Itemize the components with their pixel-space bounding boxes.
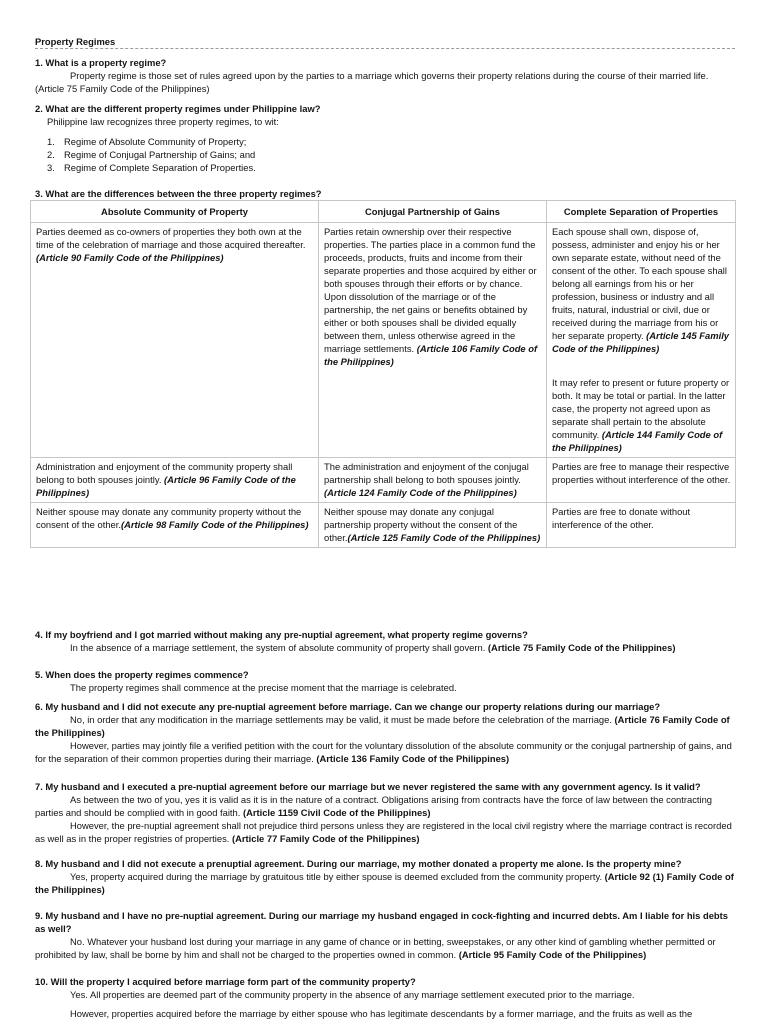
answer-intro: Philippine law recognizes three property regimes, to wit: (47, 116, 279, 127)
table-cell (547, 223, 736, 458)
answer-text: However, properties acquired before the marriage by either spouse who has legitimate descendants by a former marriage, and the fruits as well as the (70, 1008, 693, 1019)
answer-text: Yes, property acquired during the marriage by gratuitous title by either spouse is deemed excluded from the community property. (70, 871, 605, 882)
cell-text: The administration and enjoyment of the conjugal partnership shall belong to both spouses jointly. (324, 461, 529, 485)
cell-paragraph (552, 460, 731, 486)
cell-paragraph (36, 225, 314, 264)
list-item (47, 148, 735, 161)
title-divider (35, 48, 735, 49)
question-heading: 1. What is a property regime? (35, 57, 167, 68)
list-item-text: Regime of Conjugal Partnership of Gains; and (64, 149, 256, 160)
column-header: Complete Separation of Properties (547, 201, 736, 223)
cell-text: It may refer to present or future property or both. It may be total or partial. In the latter case, the property not agreed upon as separate shall pertain to the absolute community. (552, 377, 730, 440)
list-number: 1. (47, 136, 55, 147)
citation: (Article 96 Family Code of the Philippines) (36, 474, 296, 498)
cell-text: Administration and enjoyment of the community property shall belong to both spouses jointly. (36, 461, 293, 485)
answer-paragraph (35, 819, 735, 845)
answer-text: As between the two of you, yes it is valid as it is in the nature of a contract. Obligations arising from contracts have the force of law between the contracting parties and should be complied with in good faith. (35, 794, 712, 818)
faq-item-2 (35, 102, 735, 174)
regime-list (35, 135, 735, 174)
question-heading: 4. If my boyfriend and I got married without making any pre-nuptial agreement, what property regime governs? (35, 629, 528, 640)
answer-paragraph (35, 935, 735, 961)
list-item (47, 135, 735, 148)
table-cell (31, 223, 319, 458)
cell-paragraph (36, 460, 314, 499)
answer-text: No. Whatever your husband lost during your marriage in any game of chance or in betting, sweepstakes, or any other kind of gambling whether permitted or prohibited by law, shall be borne by him and shall not be charged to the properties owned in common. (35, 936, 716, 960)
document-header (35, 35, 735, 48)
faq-item-6 (35, 700, 735, 765)
citation: (Article 124 Family Code of the Philippines) (324, 487, 517, 498)
table-row (31, 503, 736, 548)
cell-text: Neither spouse may donate any community property without the consent of the other. (36, 506, 302, 530)
table-row (31, 458, 736, 503)
citation: (Article 75 Family Code of the Philippines) (487, 642, 676, 653)
answer-text: No, in order that any modification in the marriage settlements may be valid, it must be made before the celebration of the marriage. (70, 714, 615, 725)
cell-text: Parties are free to manage their respective properties without interference of the other. (552, 461, 731, 485)
answer-text: The property regimes shall commence at the precise moment that the marriage is celebrated. (70, 682, 457, 693)
question-heading: 7. My husband and I executed a pre-nuptial agreement before our marriage but we never registered the same with any government agency. Is it valid? (35, 781, 701, 792)
citation: (Article 125 Family Code of the Philippines) (347, 532, 541, 543)
citation: (Article 144 Family Code of the Philippines) (552, 429, 723, 453)
question-heading: 9. My husband and I have no pre-nuptial agreement. During our marriage my husband engaged in cock-fighting and incurred debts. Am I liable for his debts as well? (35, 910, 728, 934)
faq-item-5 (35, 668, 735, 694)
question-heading: 6. My husband and I did not execute any pre-nuptial agreement before marriage. Can we change our property relations during our marriage? (35, 701, 661, 712)
table-cell (319, 458, 547, 503)
cell-paragraph (36, 505, 314, 531)
cell-paragraph (552, 225, 731, 355)
faq-item-4 (35, 628, 735, 654)
list-number: 2. (47, 149, 55, 160)
list-number: 3. (47, 162, 55, 173)
citation: (Article 92 (1) Family Code of the Philippines) (35, 871, 734, 895)
table-cell (547, 503, 736, 548)
citation: (Article 1159 Civil Code of the Philippines) (242, 807, 431, 818)
faq-item-1 (35, 56, 735, 95)
answer-text: However, parties may jointly file a verified petition with the court for the voluntary dissolution of the absolute community or the conjugal partnership of gains, and for the separation of their common properties during their marriage. (35, 740, 732, 764)
answer-paragraph (35, 713, 735, 739)
answer-paragraph (35, 1007, 735, 1020)
cell-paragraph (324, 460, 542, 499)
question-heading: 8. My husband and I did not execute a prenuptial agreement. During our marriage, my mother donated a property me alone. Is the property mine? (35, 858, 682, 869)
table-cell (547, 458, 736, 503)
answer-paragraph (35, 793, 735, 819)
faq-item-7 (35, 780, 735, 845)
answer-paragraph (35, 988, 735, 1001)
citation: (Article 95 Family Code of the Philippines) (458, 949, 647, 960)
question-heading: 2. What are the different property regimes under Philippine law? (35, 103, 321, 114)
question-heading: 5. When does the property regimes commence? (35, 669, 249, 680)
citation: (Article 106 Family Code of the Philippines) (324, 343, 538, 367)
citation: (Article 90 Family Code of the Philippines) (36, 252, 224, 263)
cell-text: Each spouse shall own, dispose of, possess, administer and enjoy his or her own separate estate, without need of the consent of the other. To each spouse shall belong all earnings from his or her profession, business or industry and all fruits, natural, industrial or civil, due or received during the marriage from his or her separate property. (552, 226, 727, 341)
citation: (Article 77 Family Code of the Philippines) (231, 833, 420, 844)
comparison-table (30, 200, 736, 548)
cell-paragraph (324, 505, 542, 544)
page-title: Property Regimes (35, 36, 116, 47)
citation: (Article 145 Family Code of the Philippines) (552, 330, 730, 354)
cell-text: Parties deemed as co-owners of properties they both own at the time of the celebration of marriage and those acquired thereafter. (36, 226, 306, 250)
cell-paragraph (552, 376, 731, 454)
citation: (Article 136 Family Code of the Philippines) (316, 753, 510, 764)
faq-item-8 (35, 857, 735, 896)
cell-paragraph (324, 225, 542, 368)
faq-item-9 (35, 909, 735, 961)
answer-paragraph (35, 641, 735, 654)
table-cell (31, 503, 319, 548)
table-cell (31, 458, 319, 503)
list-item (47, 161, 735, 174)
faq-item-10 (35, 975, 735, 1020)
answer-paragraph: Property regime is those set of rules agreed upon by the parties to a marriage which governs their property relations during the course of their married life. (Article 75 Family Code of the Philippines) (35, 70, 709, 94)
table-cell (319, 223, 547, 458)
table-cell (319, 503, 547, 548)
column-header: Conjugal Partnership of Gains (319, 201, 547, 223)
table-header-row (31, 201, 736, 223)
cell-paragraph (552, 505, 731, 531)
citation: (Article 76 Family Code of the Philippines) (35, 714, 730, 738)
question-heading: 3. What are the differences between the three property regimes? (35, 188, 322, 199)
question-heading: 10. Will the property I acquired before marriage form part of the community property? (35, 976, 416, 987)
answer-paragraph (35, 870, 735, 896)
table-row (31, 223, 736, 458)
column-header: Absolute Community of Property (31, 201, 319, 223)
faq-item-3 (35, 187, 735, 200)
citation: (Article 98 Family Code of the Philippines) (120, 519, 309, 530)
answer-text: However, the pre-nuptial agreement shall not prejudice third persons unless they are registered in the local civil registry where the marriage contract is recorded as well as in the proper registries of properties. (35, 820, 732, 844)
cell-text: Parties are free to donate without interference of the other. (552, 506, 691, 530)
cell-text: Neither spouse may donate any conjugal partnership property without the consent of the other. (324, 506, 518, 543)
list-item-text: Regime of Complete Separation of Properties. (64, 162, 256, 173)
answer-paragraph (35, 739, 735, 765)
list-item-text: Regime of Absolute Community of Property; (64, 136, 247, 147)
answer-text: In the absence of a marriage settlement, the system of absolute community of property shall govern. (70, 642, 488, 653)
answer-text: Yes. All properties are deemed part of the community property in the absence of any marriage settlement executed prior to the marriage. (70, 989, 635, 1000)
answer-paragraph (35, 681, 735, 694)
cell-text: Parties retain ownership over their respective properties. The parties place in a common fund the proceeds, products, fruits and income from their separate properties and those acquired by either or both spouses through their efforts or by chance. Upon dissolution of the marriage or of the partnership, the net gains or benefits obtained by either or both spouses shall be divided equally between them, unless otherwise agreed in the marriage settlements. (324, 226, 537, 354)
